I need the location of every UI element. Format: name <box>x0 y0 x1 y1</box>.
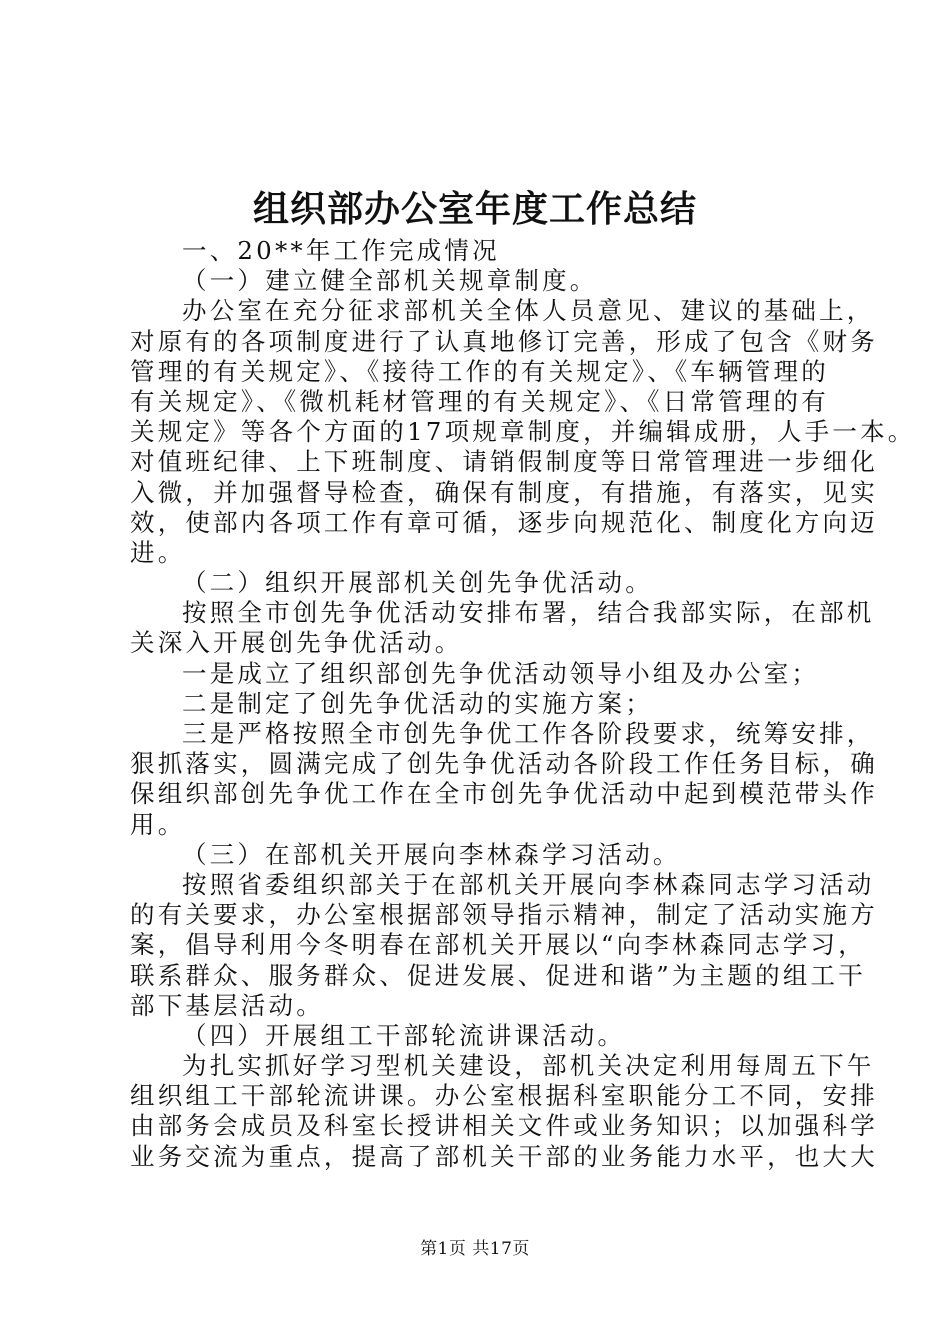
body-line: 二是制定了创先争优活动的实施方案； <box>182 688 653 718</box>
body-line: 一、20**年工作完成情况 <box>182 236 500 265</box>
body-line: 进。 <box>130 537 186 567</box>
body-line: （四）开展组工干部轮流讲课活动。 <box>182 1020 626 1050</box>
body-line: 关深入开展创先争优活动。 <box>130 628 463 658</box>
body-line: 案，倡导利用今冬明春在部机关开展以“向李林森同志学习， <box>130 930 866 960</box>
body-line: 三是严格按照全市创先争优工作各阶段要求，统筹安排， <box>182 719 875 748</box>
body-line: （二）组织开展部机关创先争优活动。 <box>182 568 653 598</box>
body-line: 一是成立了组织部创先争优活动领导小组及办公室； <box>182 658 820 688</box>
body-line: 管理的有关规定》、《接待工作的有关规定》、《车辆管理的 <box>130 356 829 386</box>
body-line: 效，使部内各项工作有章可循，逐步向规范化、制度化方向迈 <box>130 507 878 537</box>
body-line: 部下基层活动。 <box>130 990 324 1020</box>
body-line: （一）建立健全部机关规章制度。 <box>182 266 598 296</box>
body-line: 按照省委组织部关于在部机关开展向李林森同志学习活动 <box>182 869 875 899</box>
body-line: 保组织部创先争优工作在全市创先争优活动中起到模范带头作 <box>130 779 878 809</box>
document-body <box>130 236 916 1172</box>
body-line: 对值班纪律、上下班制度、请销假制度等日常管理进一步细化 <box>130 447 878 477</box>
page-footer: 第1页 共17页 <box>420 1239 530 1259</box>
body-line: 关规定》等各个方面的17项规章制度，并编辑成册，人手一本。 <box>130 417 916 447</box>
body-line: 组织组工干部轮流讲课。办公室根据科室职能分工不同，安排 <box>130 1081 878 1111</box>
body-line: 用。 <box>130 809 186 839</box>
body-line: 为扎实抓好学习型机关建设，部机关决定利用每周五下午 <box>182 1051 875 1081</box>
document-title: 组织部办公室年度工作总结 <box>252 188 697 230</box>
body-line: 的有关要求，办公室根据部领导指示精神，制定了活动实施方 <box>130 900 878 930</box>
body-line: 入微，并加强督导检查，确保有制度，有措施，有落实，见实 <box>130 477 878 507</box>
body-line: 对原有的各项制度进行了认真地修订完善，形成了包含《财务 <box>130 326 878 356</box>
body-line: 办公室在充分征求部机关全体人员意见、建议的基础上， <box>182 296 875 326</box>
body-line: 联系群众、服务群众、促进发展、促进和谐”为主题的组工干 <box>130 960 866 990</box>
body-line: （三）在部机关开展向李林森学习活动。 <box>182 839 681 869</box>
body-line: 按照全市创先争优活动安排布署，结合我部实际，在部机 <box>182 598 875 628</box>
body-line: 由部务会成员及科室长授讲相关文件或业务知识；以加强科学 <box>130 1111 878 1141</box>
body-line: 有关规定》、《微机耗材管理的有关规定》、《日常管理的有 <box>130 386 829 416</box>
body-line: 业务交流为重点，提高了部机关干部的业务能力水平，也大大 <box>130 1141 878 1171</box>
body-line: 狠抓落实，圆满完成了创先争优活动各阶段工作任务目标，确 <box>130 749 878 779</box>
